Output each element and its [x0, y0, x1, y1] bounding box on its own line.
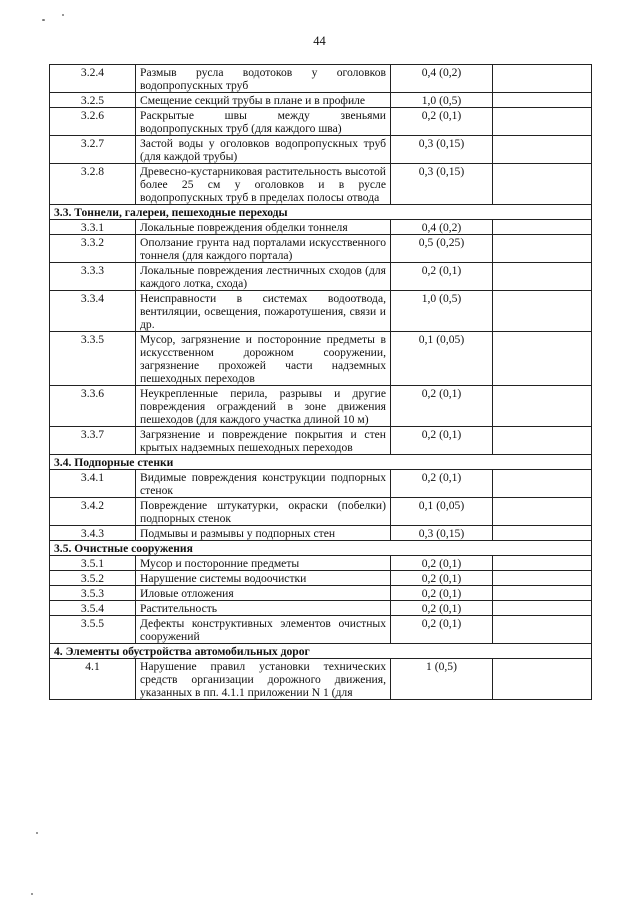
item-description: Древесно-кустарниковая растительность высотой более 25 см у оголовков и в русле водопропускных труб в пределах полосы отвода	[136, 164, 391, 205]
table-row	[50, 556, 592, 571]
item-extra	[493, 386, 592, 427]
table-row	[50, 601, 592, 616]
table-row	[50, 586, 592, 601]
item-value: 1,0 (0,5)	[391, 93, 493, 108]
item-description: Повреждение штукатурки, окраски (побелки) подпорных стенок	[136, 498, 391, 526]
item-value: 0,2 (0,1)	[391, 470, 493, 498]
table-row	[50, 659, 592, 700]
section-title: 3.3. Тоннели, галереи, пешеходные переходы	[50, 205, 592, 220]
item-extra	[493, 291, 592, 332]
item-description: Растительность	[136, 601, 391, 616]
item-number: 3.2.8	[50, 164, 136, 205]
section-title: 4. Элементы обустройства автомобильных дорог	[50, 644, 592, 659]
table-row	[50, 616, 592, 644]
item-extra	[493, 571, 592, 586]
item-number: 3.3.3	[50, 263, 136, 291]
item-number: 3.5.1	[50, 556, 136, 571]
item-description: Раскрытые швы между звеньями водопропускных труб (для каждого шва)	[136, 108, 391, 136]
item-number: 3.2.4	[50, 65, 136, 93]
item-value: 0,3 (0,15)	[391, 136, 493, 164]
defects-table-body	[50, 65, 592, 700]
scan-speck	[36, 832, 38, 834]
item-description: Локальные повреждения лестничных сходов (для каждого лотка, схода)	[136, 263, 391, 291]
item-value: 0,2 (0,1)	[391, 263, 493, 291]
item-value: 0,1 (0,05)	[391, 498, 493, 526]
item-value: 1,0 (0,5)	[391, 291, 493, 332]
table-row	[50, 498, 592, 526]
item-description: Размыв русла водотоков у оголовков водопропускных труб	[136, 65, 391, 93]
item-value: 0,4 (0,2)	[391, 220, 493, 235]
item-number: 3.4.2	[50, 498, 136, 526]
item-description: Смещение секций трубы в плане и в профиле	[136, 93, 391, 108]
item-description: Нарушение правил установки технических средств организации дорожного движения, указанных в пп. 4.1.1 приложении N 1 (для	[136, 659, 391, 700]
item-number: 4.1	[50, 659, 136, 700]
section-header-row	[50, 455, 592, 470]
item-number: 3.5.3	[50, 586, 136, 601]
item-description: Мусор и посторонние предметы	[136, 556, 391, 571]
item-number: 3.5.4	[50, 601, 136, 616]
table-row	[50, 526, 592, 541]
table-row	[50, 164, 592, 205]
table-row	[50, 470, 592, 498]
table-row	[50, 291, 592, 332]
item-description: Видимые повреждения конструкции подпорных стенок	[136, 470, 391, 498]
item-number: 3.2.5	[50, 93, 136, 108]
item-extra	[493, 136, 592, 164]
item-value: 0,2 (0,1)	[391, 601, 493, 616]
item-value: 0,2 (0,1)	[391, 108, 493, 136]
item-number: 3.3.6	[50, 386, 136, 427]
table-row	[50, 136, 592, 164]
item-extra	[493, 427, 592, 455]
item-description: Загрязнение и повреждение покрытия и стен крытых надземных пешеходных переходов	[136, 427, 391, 455]
item-value: 0,2 (0,1)	[391, 386, 493, 427]
item-value: 0,5 (0,25)	[391, 235, 493, 263]
table-row	[50, 220, 592, 235]
item-value: 0,2 (0,1)	[391, 427, 493, 455]
item-number: 3.4.3	[50, 526, 136, 541]
page-number: 44	[313, 34, 326, 48]
item-number: 3.5.5	[50, 616, 136, 644]
item-description: Оползание грунта над порталами искусственного тоннеля (для каждого портала)	[136, 235, 391, 263]
item-description: Неукрепленные перила, разрывы и другие повреждения ограждений в зоне движения пешеходов (для каждого участка длиной 10 м)	[136, 386, 391, 427]
item-number: 3.2.7	[50, 136, 136, 164]
section-title: 3.4. Подпорные стенки	[50, 455, 592, 470]
table-row	[50, 427, 592, 455]
item-value: 0,4 (0,2)	[391, 65, 493, 93]
item-number: 3.5.2	[50, 571, 136, 586]
item-extra	[493, 93, 592, 108]
item-description: Иловые отложения	[136, 586, 391, 601]
item-description: Локальные повреждения обделки тоннеля	[136, 220, 391, 235]
table-row	[50, 235, 592, 263]
item-extra	[493, 586, 592, 601]
item-value: 0,2 (0,1)	[391, 571, 493, 586]
item-number: 3.4.1	[50, 470, 136, 498]
item-number: 3.3.1	[50, 220, 136, 235]
item-extra	[493, 659, 592, 700]
table-row	[50, 93, 592, 108]
item-number: 3.2.6	[50, 108, 136, 136]
item-value: 1 (0,5)	[391, 659, 493, 700]
table-row	[50, 571, 592, 586]
item-extra	[493, 498, 592, 526]
item-extra	[493, 164, 592, 205]
item-value: 0,2 (0,1)	[391, 556, 493, 571]
item-description: Нарушение системы водоочистки	[136, 571, 391, 586]
item-value: 0,3 (0,15)	[391, 164, 493, 205]
item-value: 0,2 (0,1)	[391, 616, 493, 644]
item-extra	[493, 263, 592, 291]
item-description: Подмывы и размывы у подпорных стен	[136, 526, 391, 541]
item-number: 3.3.7	[50, 427, 136, 455]
scan-speck	[62, 14, 64, 16]
item-extra	[493, 601, 592, 616]
table-row	[50, 332, 592, 386]
item-extra	[493, 220, 592, 235]
item-number: 3.3.4	[50, 291, 136, 332]
item-number: 3.3.2	[50, 235, 136, 263]
item-value: 0,1 (0,05)	[391, 332, 493, 386]
item-description: Мусор, загрязнение и посторонние предметы в искусственном дорожном сооружении, загрязнение прохожей части надземных пешеходных переходов	[136, 332, 391, 386]
item-extra	[493, 108, 592, 136]
item-description: Застой воды у оголовков водопропускных труб (для каждой трубы)	[136, 136, 391, 164]
section-header-row	[50, 644, 592, 659]
section-title: 3.5. Очистные сооружения	[50, 541, 592, 556]
scan-speck	[42, 19, 45, 21]
item-extra	[493, 65, 592, 93]
table-row	[50, 386, 592, 427]
item-extra	[493, 556, 592, 571]
scan-speck	[31, 893, 33, 895]
section-header-row	[50, 205, 592, 220]
item-value: 0,3 (0,15)	[391, 526, 493, 541]
item-description: Дефекты конструктивных элементов очистных сооружений	[136, 616, 391, 644]
table-row	[50, 263, 592, 291]
item-extra	[493, 470, 592, 498]
defects-table	[49, 64, 592, 700]
section-header-row	[50, 541, 592, 556]
item-extra	[493, 332, 592, 386]
item-extra	[493, 235, 592, 263]
item-value: 0,2 (0,1)	[391, 586, 493, 601]
table-row	[50, 108, 592, 136]
item-extra	[493, 526, 592, 541]
item-description: Неисправности в системах водоотвода, вентиляции, освещения, пожаротушения, связи и др.	[136, 291, 391, 332]
table-row	[50, 65, 592, 93]
item-extra	[493, 616, 592, 644]
item-number: 3.3.5	[50, 332, 136, 386]
